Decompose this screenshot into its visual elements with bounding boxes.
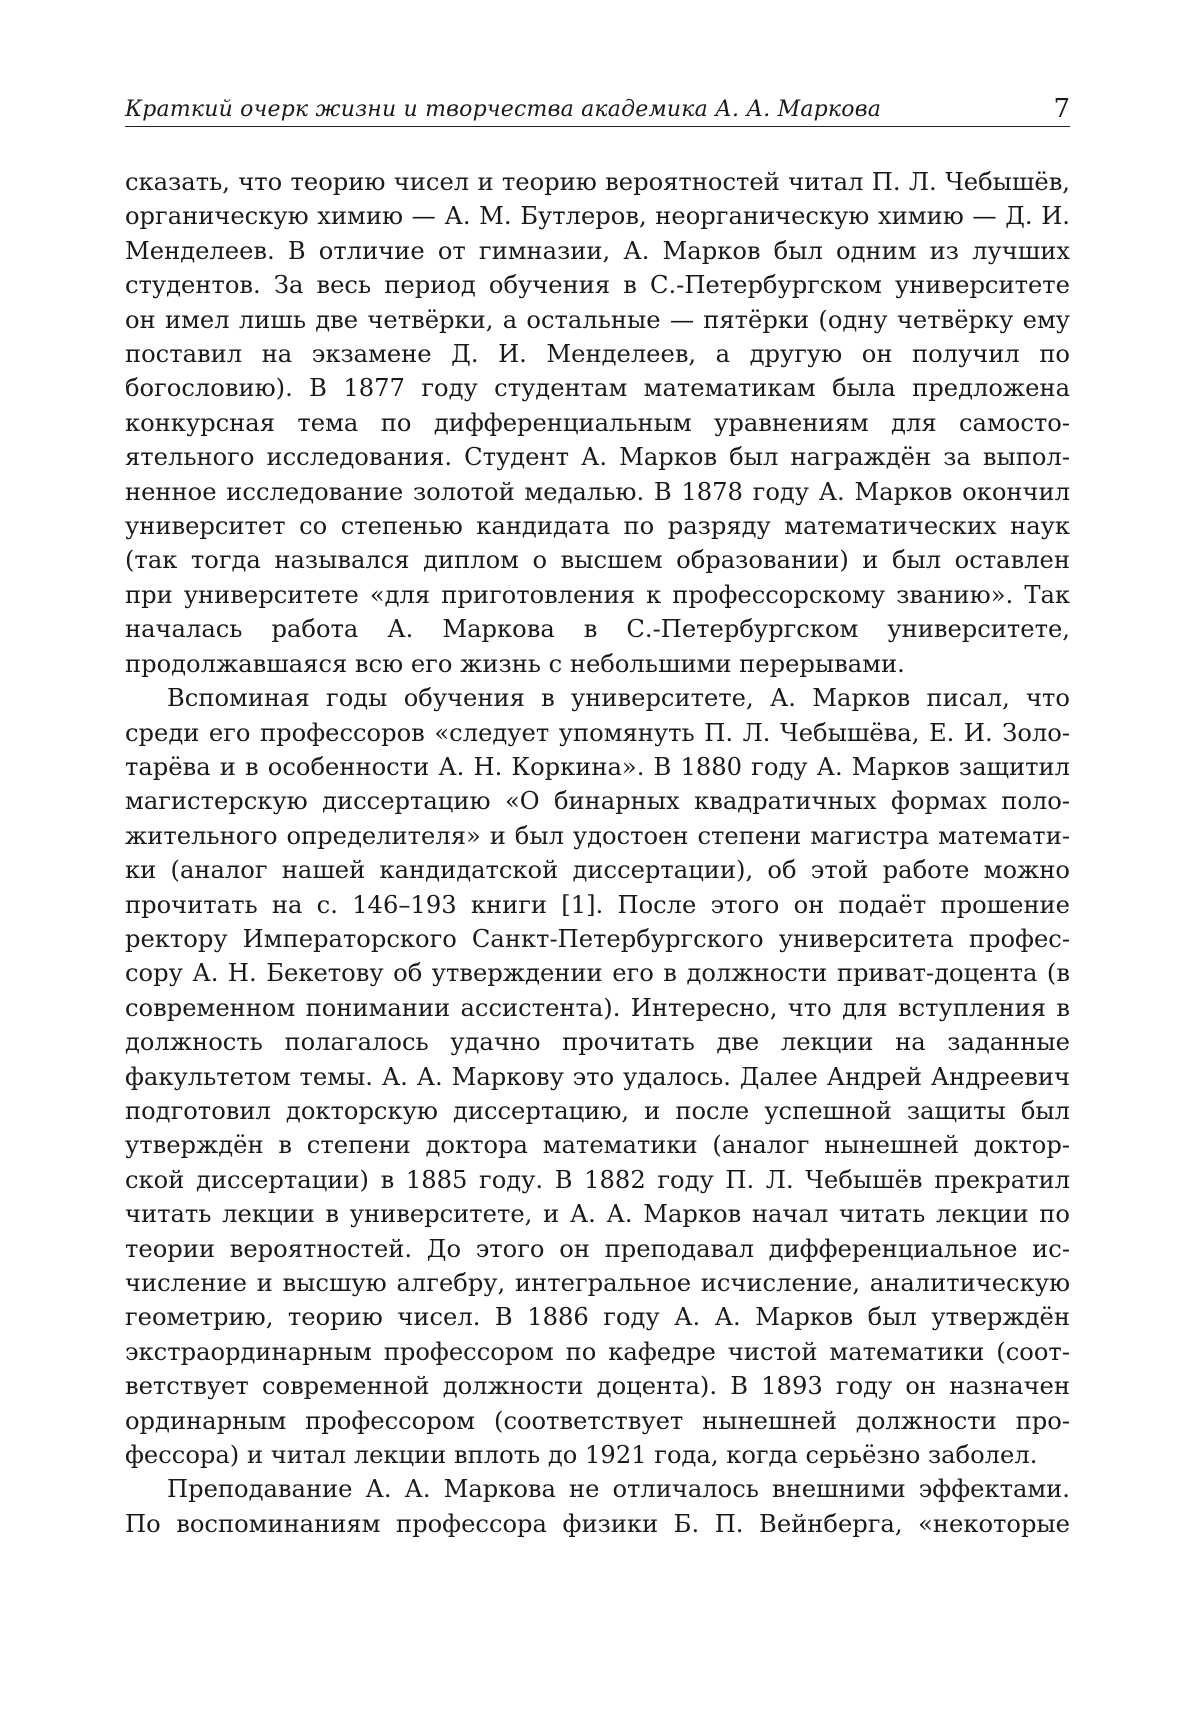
paragraph-2: Вспоминая годы обучения в университете, А. Марков писал, что среди его профессоров «следует упомянуть П. Л. Чебышёва, Е. И. Золо­тарёва и в особенности А. Н. Коркина». В 1880 году А. Марков защитил магистерскую диссертацию «О бинарных квадратичных формах поло­жительного определителя» и был удостоен степени магистра математи­ки (аналог нашей кандидатской диссертации), об этой работе можно прочитать на с. 146–193 книги [1]. После этого он подаёт прошение ректору Императорского Санкт-Петербургского университета профес­сору А. Н. Бекетову об утверждении его в должности приват-доцента (в современном понимании ассистента). Интересно, что для вступле­ния в должность полагалось удачно прочитать две лекции на заданные факультетом темы. А. А. Маркову это удалось. Далее Андрей Андреевич подготовил докторскую диссертацию, и после успешной защиты был утверждён в степени доктора математики (аналог нынешней доктор­ской диссертации) в 1885 году. В 1882 году П. Л. Чебышёв прекратил читать лекции в университете, и А. А. Марков начал читать лекции по теории вероятностей. До этого он преподавал дифференциальное ис­числение и высшую алгебру, интегральное исчисление, аналитическую геометрию, теорию чисел. В 1886 году А. А. Марков был утверждён экстраординарным профессором по кафедре чистой математики (соот­ветствует современной должности доцента). В 1893 году он назначен ординарным профессором (соответствует нынешней должности про­фессора) и читал лекции вплоть до 1921 года, когда серьёзно заболел. — [125, 681, 1070, 1472]
page-number: 7 — [1053, 96, 1070, 122]
paragraph-1: сказать, что теорию чисел и теорию вероятностей читал П. Л. Чебышёв, органическую химию — А. М. Бутлеров, неорганическую химию — Д. И. Менделеев. В отличие от гимназии, А. Марков был одним из луч­ших студентов. За весь период обучения в С.-Петербургском универ­ситете он имел лишь две четвёрки, а остальные — пятёрки (одну чет­вёрку ему поставил на экзамене Д. И. Менделеев, а другую он получил по богословию). В 1877 году студентам математикам была предложе­на конкурсная тема по дифференциальным уравнениям для самосто­ятельного исследования. Студент А. Марков был награждён за выпол­ненное исследование золотой медалью. В 1878 году А. Марков окон­чил университет со степенью кандидата по разряду математических наук (так тогда назывался диплом о высшем образовании) и был оставлен при университете «для приготовления к профессорскому званию». Так началась работа А. Маркова в С.-Петербургском универ­ситете, продолжавшаяся всю его жизнь с небольшими перерывами. — [125, 165, 1070, 681]
book-page — [125, 86, 1070, 1541]
running-title: Краткий очерк жизни и творчества академика А. А. Маркова — [125, 97, 881, 122]
body-text — [125, 165, 1070, 1541]
paragraph-3: Преподавание А. А. Маркова не отличалось внешними эффектами. По воспоминаниям профессора физики Б. П. Вейнберга, «некоторые — [125, 1472, 1070, 1541]
running-header — [125, 86, 1070, 127]
